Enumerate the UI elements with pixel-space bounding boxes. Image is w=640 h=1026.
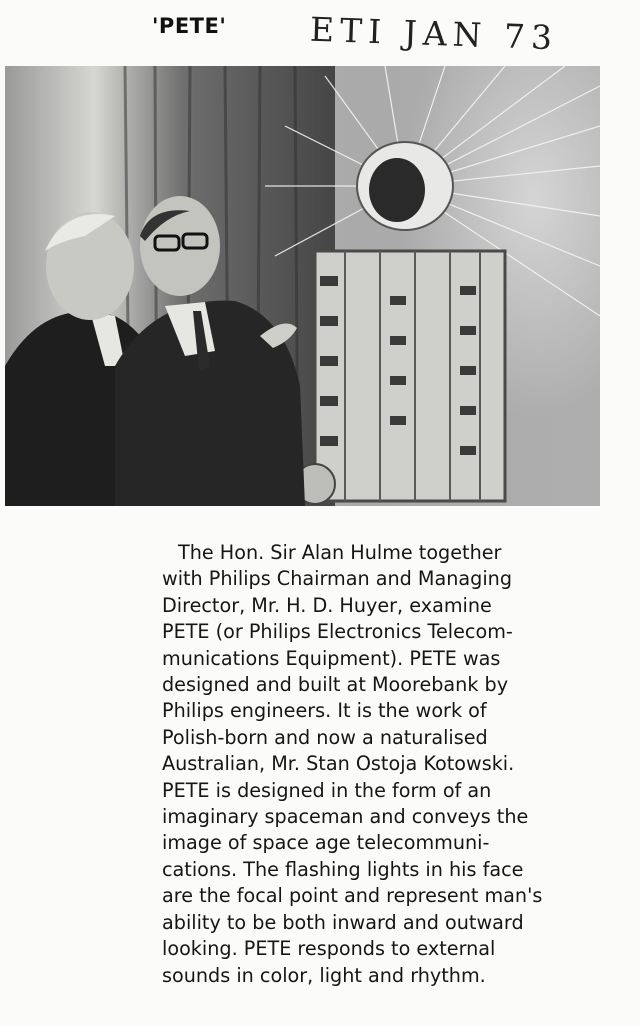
caption-line: looking. PETE responds to external	[162, 937, 496, 961]
caption-line: ability to be both inward and outward	[162, 910, 524, 934]
caption-line: cations. The flashing lights in his face	[162, 857, 524, 881]
sculpture-body	[315, 251, 505, 501]
caption-line: PETE is designed in the form of an	[162, 778, 492, 802]
caption-line: Polish-born and now a naturalised	[162, 725, 488, 749]
sculpture-face-lens	[369, 158, 425, 222]
caption-line: are the focal point and represent man's	[162, 884, 543, 908]
caption-line: Director, Mr. H. D. Huyer, examine	[162, 593, 492, 617]
caption-line: The Hon. Sir Alan Hulme together	[178, 541, 502, 564]
caption-line: designed and built at Moorebank by	[162, 673, 509, 697]
caption-line: with Philips Chairman and Managing	[162, 567, 512, 591]
caption-line: PETE (or Philips Electronics Telecom-	[162, 620, 513, 644]
caption-line: imaginary spaceman and conveys the	[162, 805, 529, 829]
caption-line: image of space age telecommuni-	[162, 831, 490, 855]
handwritten-annotation: ETI JAN 73	[309, 9, 559, 58]
caption-line: munications Equipment). PETE was	[162, 646, 501, 670]
caption-line: Philips engineers. It is the work of	[162, 699, 487, 723]
photograph	[5, 66, 600, 506]
caption-line: sounds in color, light and rhythm.	[162, 963, 486, 987]
caption-line: Australian, Mr. Stan Ostoja Kotowski.	[162, 752, 515, 776]
photo-caption	[162, 540, 632, 989]
article-title: 'PETE'	[152, 14, 227, 38]
